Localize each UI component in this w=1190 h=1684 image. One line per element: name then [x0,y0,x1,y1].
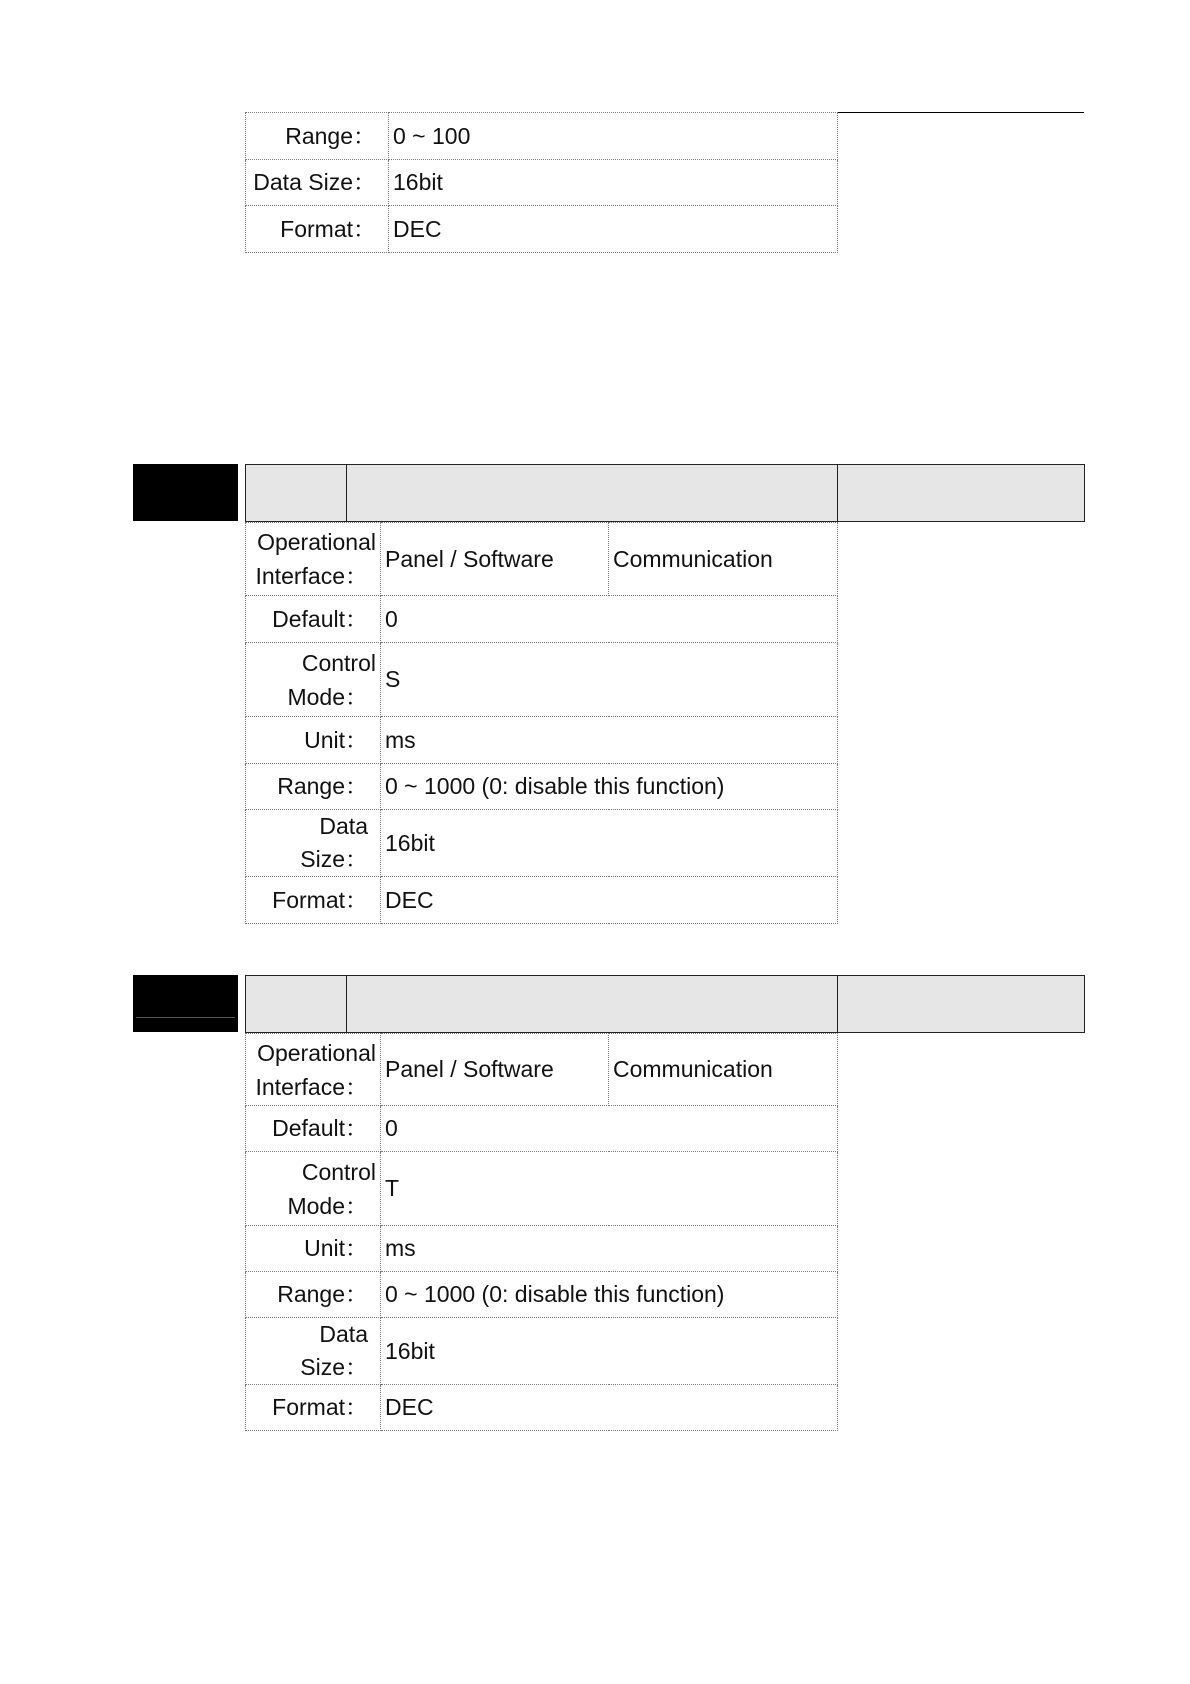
label-line: Interface： [255,1073,368,1100]
operational-interface-label [246,1034,381,1106]
default-value: 0 [381,596,838,643]
data-size-value: 16bit [389,160,838,206]
table-row [246,523,838,596]
data-size-value: 16bit [381,1318,838,1385]
format-value: DEC [381,877,838,924]
control-mode-label [246,643,381,717]
table-row [246,810,838,877]
format-label: Format： [246,1385,381,1431]
default-label: Default： [246,596,381,643]
operational-interface-label [246,523,381,596]
interface-comm-value: Communication [609,1034,838,1106]
unit-label: Unit： [246,1226,381,1272]
label-line: Control [301,649,376,676]
table-row [246,1272,838,1318]
header-divider [346,976,347,1032]
interface-panel-value: Panel / Software [381,1034,609,1106]
interface-comm-value: Communication [609,523,838,596]
default-value: 0 [381,1106,838,1152]
format-label: Format： [246,206,389,253]
unit-value: ms [381,1226,838,1272]
default-label: Default： [246,1106,381,1152]
label-line: Mode： [287,683,368,710]
unit-value: ms [381,717,838,764]
data-size-label: Data Size： [246,810,381,877]
table-row [246,1034,838,1106]
table-row [246,1152,838,1226]
range-label: Range： [246,1272,381,1318]
interface-panel-value: Panel / Software [381,523,609,596]
table-row [246,1385,838,1431]
range-value: 0 ~ 1000 (0: disable this function) [381,764,838,810]
range-value: 0 ~ 100 [389,113,838,160]
param-table [245,1033,838,1431]
tab-divider [136,1017,235,1018]
table-row [246,160,838,206]
param-table [245,522,838,924]
table-row [246,1318,838,1385]
data-size-value: 16bit [381,810,838,877]
table-row [246,764,838,810]
header-divider [837,465,838,521]
table-row [246,877,838,924]
data-size-label: Data Size： [246,1318,381,1385]
top-param-table [245,112,838,253]
control-mode-label [246,1152,381,1226]
label-line: Interface： [255,563,368,589]
format-label: Format： [246,877,381,924]
param-header-bar [245,975,1085,1033]
table-row [246,1106,838,1152]
header-divider [346,465,347,521]
range-value: 0 ~ 1000 (0: disable this function) [381,1272,838,1318]
label-line: Operational [257,1039,376,1066]
table-row [246,643,838,717]
range-label: Range： [246,113,389,160]
header-divider [837,976,838,1032]
table-row [246,596,838,643]
control-mode-value: T [381,1152,838,1226]
format-value: DEC [389,206,838,253]
unit-label: Unit： [246,717,381,764]
range-label: Range： [246,764,381,810]
top-rule [838,112,1084,113]
table-row [246,206,838,253]
label-line: Control [301,1158,376,1185]
table-row [246,1226,838,1272]
format-value: DEC [381,1385,838,1431]
param-header-bar [245,464,1085,522]
label-line: Operational [257,529,376,555]
label-line: Mode： [287,1192,368,1219]
param-number-tab [133,975,238,1032]
table-row [246,717,838,764]
data-size-label: Data Size： [246,160,389,206]
table-row [246,113,838,160]
param-number-tab [133,464,238,521]
control-mode-value: S [381,643,838,717]
